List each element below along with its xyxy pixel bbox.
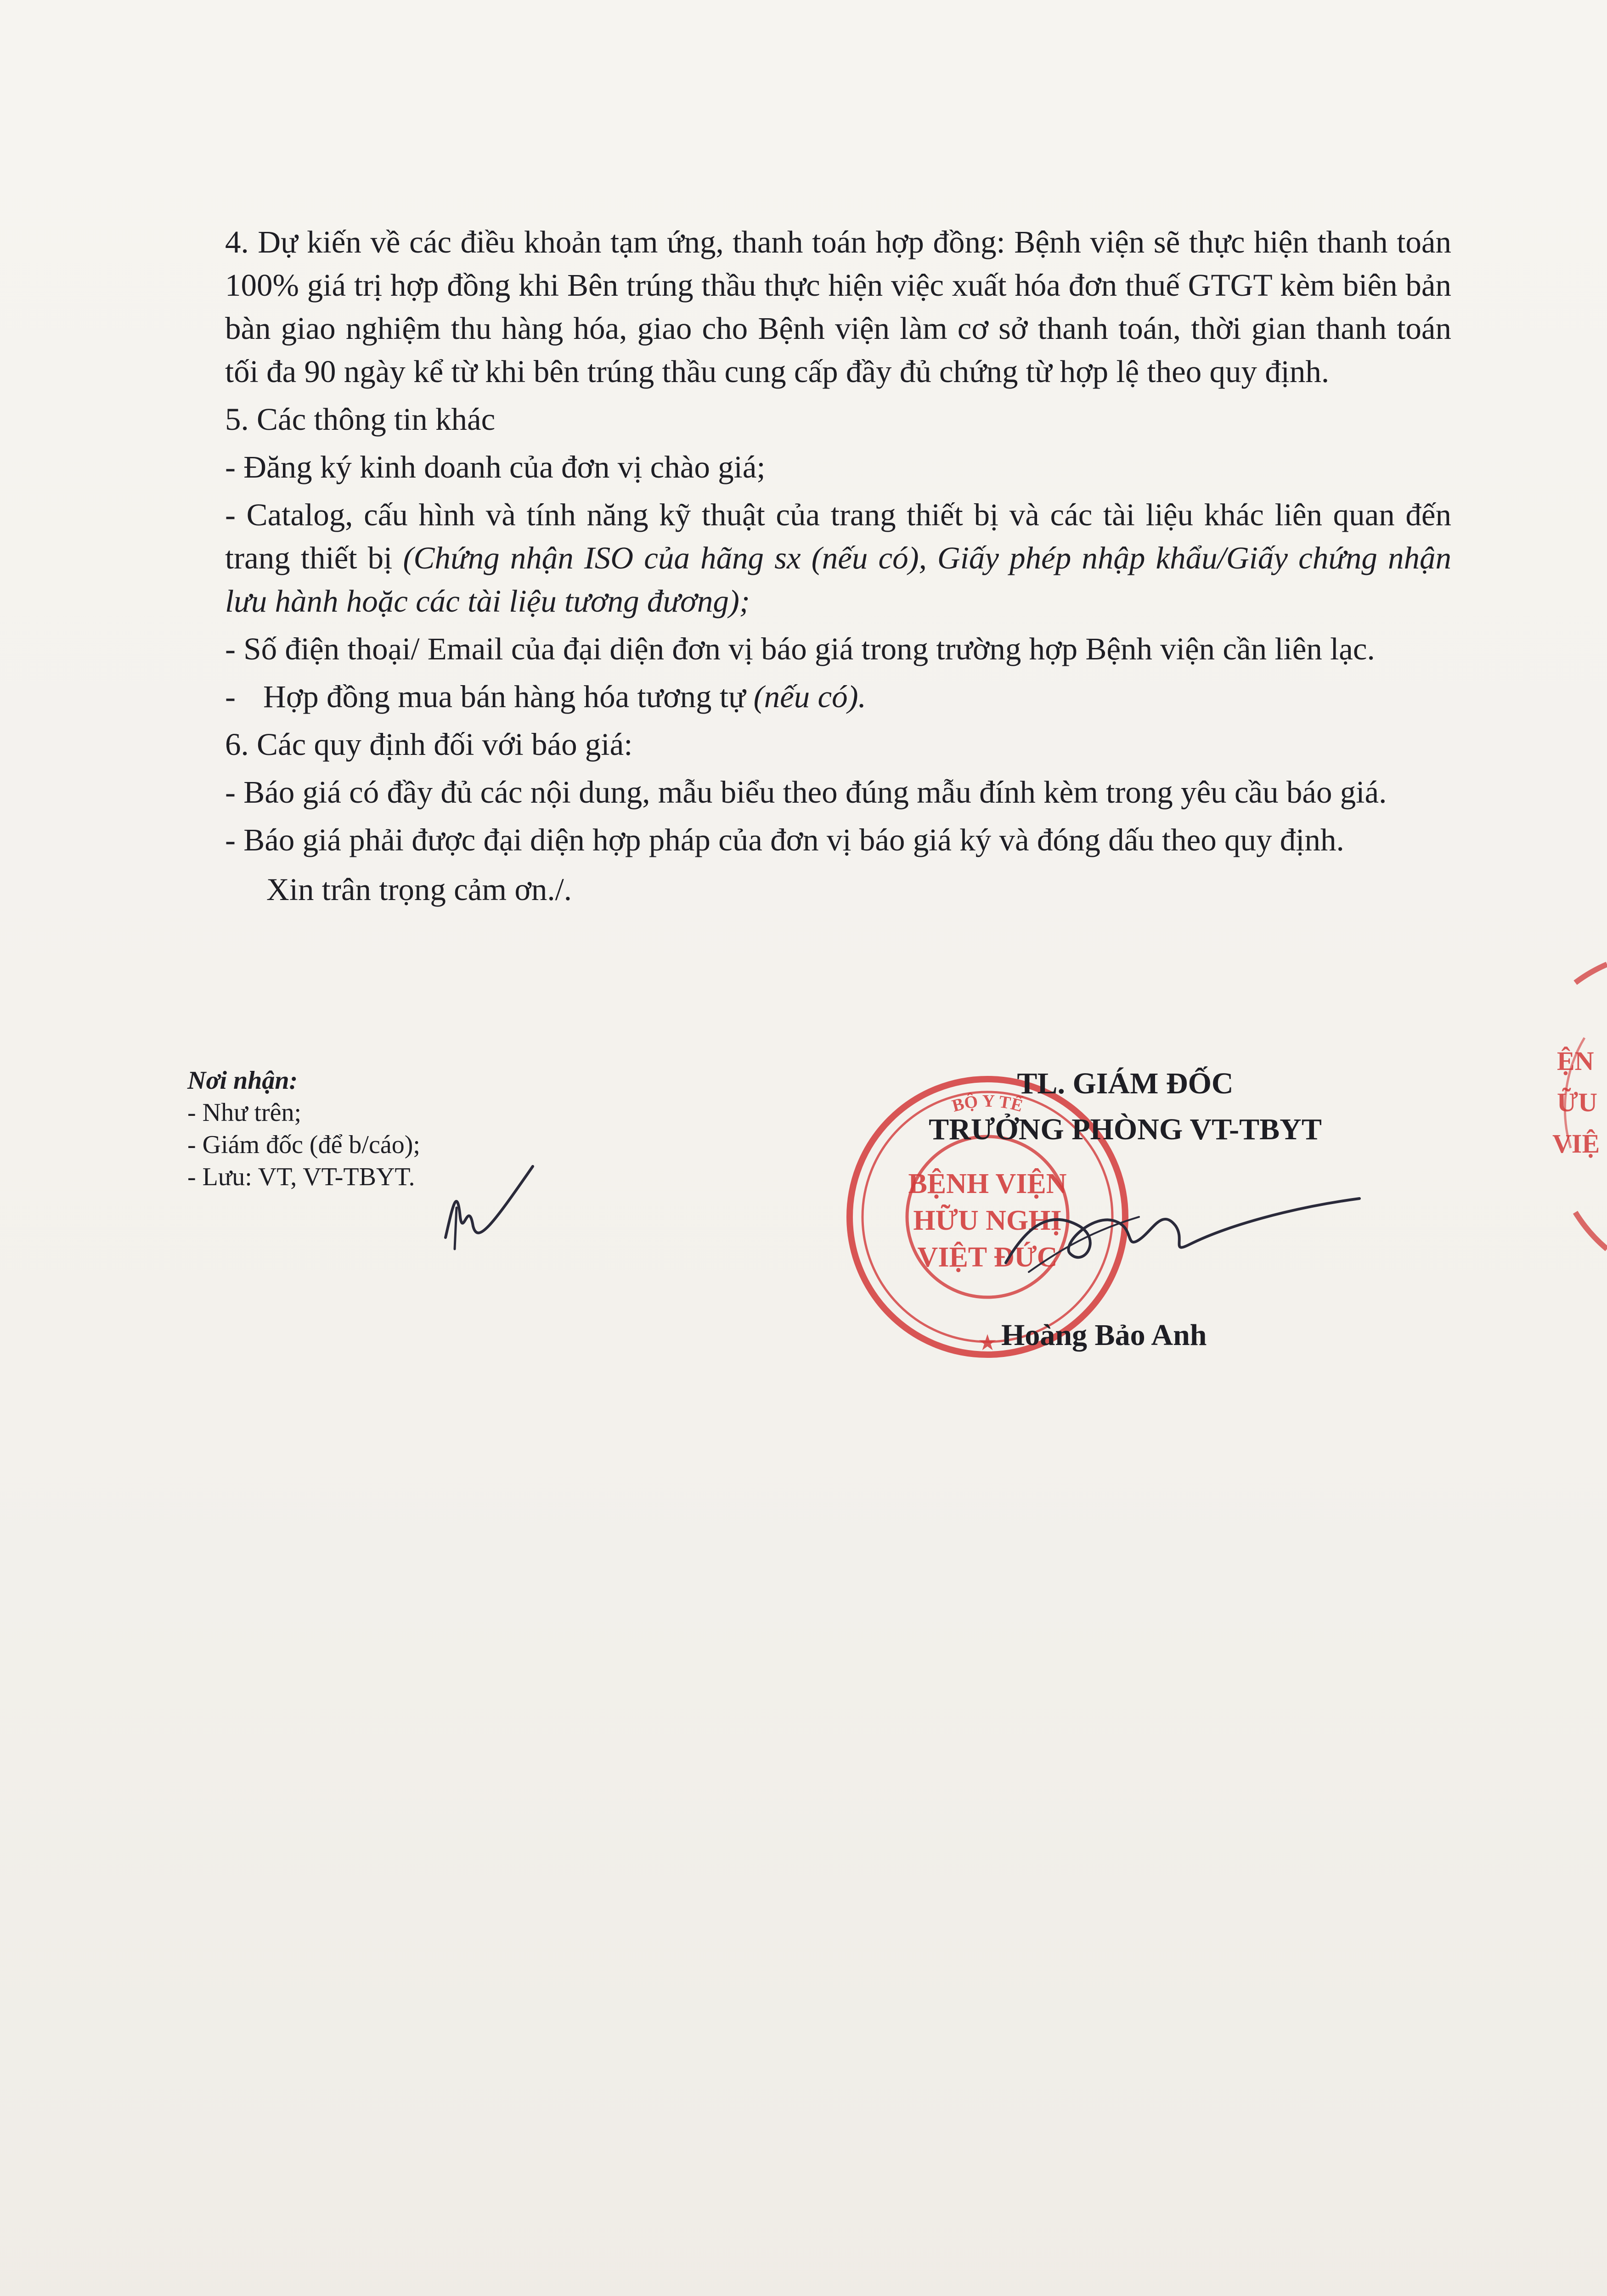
initial-mark	[436, 1157, 537, 1254]
item-catalog-text: - Catalog, cấu hình và tính năng kỹ thuật của trang thiết bị và các tài liệu khác liên quan đến trang thiết bị	[225, 497, 1451, 575]
item-catalog	[225, 493, 1451, 623]
stamp-line-3: VIỆT ĐỨC	[917, 1242, 1058, 1273]
item-similar-contract-text: Hợp đồng mua bán hàng hóa tương tự	[263, 679, 754, 714]
recipients-block	[187, 1064, 601, 1193]
item-quote-signature: - Báo giá phải được đại diện hợp pháp của đơn vị báo giá ký và đóng dấu theo quy định.	[225, 822, 1344, 857]
stamp-arc-text: BỘ Y TẾ	[950, 1091, 1025, 1116]
signature-block	[873, 1061, 1378, 1153]
stamp-line-2: HỮU NGHỊ	[913, 1205, 1062, 1236]
paragraph-payment-terms: 4. Dự kiến về các điều khoản tạm ứng, thanh toán hợp đồng: Bệnh viện sẽ thực hiện thanh toán 100% giá trị hợp đồng khi Bên trúng thầu thực hiện việc xuất hóa đơn thuế GTGT kèm biên bản bàn giao nghiệm thu hàng hóa, giao cho Bệnh viện làm cơ sở thanh toán, thời gian thanh toán tối đa 90 ngày kể từ khi bên trúng thầu cung cấp đầy đủ chứng từ hợp lệ theo quy định.	[225, 225, 1451, 389]
closing-thanks: Xin trân trọng cảm ơn./.	[266, 872, 572, 907]
item-contact: - Số điện thoại/ Email của đại diện đơn vị báo giá trong trường hợp Bệnh viện cần liên lạc.	[225, 631, 1375, 666]
edge-seal-fragment	[1529, 955, 1607, 1267]
item-catalog-italic: (Chứng nhận ISO của hãng sx (nếu có), Giấy phép nhập khẩu/Giấy chứng nhận lưu hành hoặc các tài liệu tương đương);	[225, 540, 1451, 619]
recipient-item: - Giám đốc (để b/cáo);	[187, 1131, 420, 1159]
recipients-label: Nơi nhận:	[187, 1066, 298, 1095]
edge-seal-text-1: ỆN	[1557, 1046, 1594, 1076]
stamp-line-1: BỆNH VIỆN	[908, 1168, 1067, 1199]
handwritten-signature	[987, 1176, 1369, 1281]
stamp-star-icon: ★	[977, 1330, 998, 1356]
recipient-item: - Như trên;	[187, 1098, 302, 1127]
item-quote-content: - Báo giá có đầy đủ các nội dung, mẫu biểu theo đúng mẫu đính kèm trong yêu cầu báo giá.	[225, 775, 1387, 810]
signer-title-line-2: TRƯỞNG PHÒNG VT-TBYT	[929, 1113, 1322, 1146]
heading-quote-rules: 6. Các quy định đối với báo giá:	[225, 727, 633, 762]
recipient-item: - Lưu: VT, VT-TBYT.	[187, 1163, 415, 1191]
edge-seal-text-3: VIỆ	[1552, 1129, 1600, 1159]
item-similar-contract	[225, 675, 1451, 718]
item-similar-contract-dash: -	[225, 679, 236, 714]
signer-title-line-1: TL. GIÁM ĐỐC	[1017, 1067, 1234, 1100]
body-text	[225, 220, 1451, 916]
edge-seal-text-2: ỮU	[1557, 1087, 1598, 1117]
heading-other-info: 5. Các thông tin khác	[225, 402, 496, 437]
signer-name: Hoàng Bảo Anh	[1001, 1318, 1207, 1352]
item-business-registration: - Đăng ký kinh doanh của đơn vị chào giá;	[225, 450, 766, 484]
item-similar-contract-italic: (nếu có).	[753, 679, 866, 714]
